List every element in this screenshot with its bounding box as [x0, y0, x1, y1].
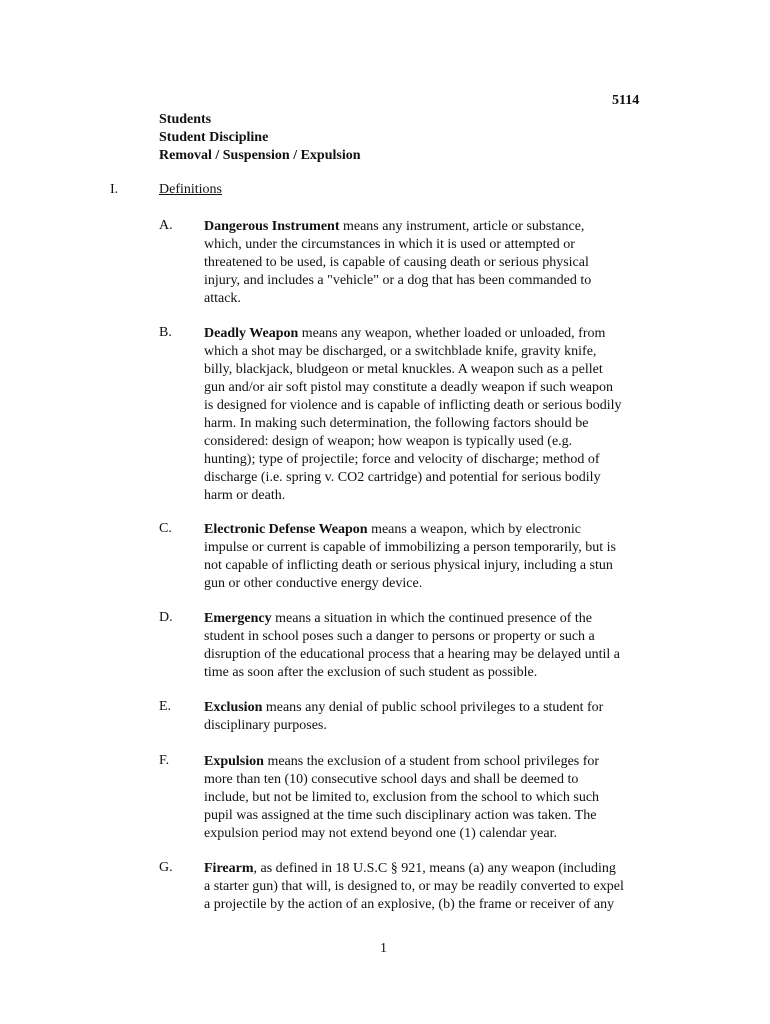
policy-number: 5114 — [612, 93, 640, 108]
definition-line: hunting); type of projectile; force and velocity of discharge; method of — [204, 452, 600, 467]
definition-line: harm or death. — [204, 488, 286, 503]
definition-line: expulsion period may not extend beyond one (1) calendar year. — [204, 826, 557, 841]
title-line-removal: Removal / Suspension / Expulsion — [159, 148, 361, 163]
definition-line: not capable of inflicting death or serious physical injury, including a stun — [204, 558, 613, 573]
definition-line: injury, and includes a "vehicle" or a dog that has been commanded to — [204, 273, 592, 288]
definition-line: means any denial of public school privileges to a student for — [262, 700, 604, 715]
definition-term: Exclusion — [204, 700, 263, 715]
document-title-block — [159, 111, 361, 165]
definition-line: , as defined in 18 U.S.C § 921, means (a) any weapon (including — [253, 861, 616, 876]
definition-text — [204, 753, 664, 843]
item-letter: G. — [159, 860, 173, 875]
definition-text — [204, 325, 664, 505]
item-letter: A. — [159, 218, 173, 233]
definition-line: more than ten (10) consecutive school days and shall be deemed to — [204, 772, 579, 787]
definition-term: Electronic Defense Weapon — [204, 522, 368, 537]
definition-line: student in school poses such a danger to persons or property or such a — [204, 629, 595, 644]
definition-line: threatened to be used, is capable of causing death or serious physical — [204, 255, 589, 270]
definition-line: a projectile by the action of an explosive, (b) the frame or receiver of any — [204, 897, 615, 912]
definition-line: gun or other conductive energy device. — [204, 576, 423, 591]
definition-term: Firearm — [204, 861, 254, 876]
definition-text — [204, 521, 664, 593]
section-title: Definitions — [159, 182, 222, 197]
definition-line: means any instrument, article or substance, — [339, 219, 585, 234]
definition-line: time as soon after the exclusion of such student as possible. — [204, 665, 538, 680]
definition-text — [204, 218, 664, 308]
definition-line: a starter gun) that will, is designed to, or may be readily converted to expel — [204, 879, 624, 894]
page-number: 1 — [380, 941, 387, 956]
definition-line: disciplinary purposes. — [204, 718, 327, 733]
definition-term: Emergency — [204, 611, 272, 626]
item-letter: F. — [159, 753, 170, 768]
definition-line: means a situation in which the continued presence of the — [271, 611, 593, 626]
item-letter: B. — [159, 325, 172, 340]
item-letter: E. — [159, 699, 172, 714]
definition-line: means a weapon, which by electronic — [367, 522, 581, 537]
definition-text — [204, 860, 664, 914]
definition-line: means any weapon, whether loaded or unloaded, from — [298, 326, 606, 341]
definition-line: disruption of the educational process that a hearing may be delayed until a — [204, 647, 620, 662]
definition-line: harm. In making such determination, the following factors should be — [204, 416, 589, 431]
definition-line: is designed for violence and is capable of inflicting death or serious bodily — [204, 398, 622, 413]
definition-line: means the exclusion of a student from school privileges for — [263, 754, 600, 769]
definition-text — [204, 699, 664, 735]
section-number: I. — [110, 182, 119, 197]
item-letter: C. — [159, 521, 172, 536]
definition-line: impulse or current is capable of immobilizing a person temporarily, but is — [204, 540, 616, 555]
title-line-discipline: Student Discipline — [159, 130, 269, 145]
title-line-students: Students — [159, 112, 212, 127]
definition-line: which a shot may be discharged, or a switchblade knife, gravity knife, — [204, 344, 597, 359]
definition-term: Dangerous Instrument — [204, 219, 340, 234]
definition-term: Deadly Weapon — [204, 326, 299, 341]
definition-line: discharge (i.e. spring v. CO2 cartridge) and potential for serious bodily — [204, 470, 601, 485]
definition-line: pupil was assigned at the time such disciplinary action was taken. The — [204, 808, 597, 823]
definition-line: include, but not be limited to, exclusion from the school to which such — [204, 790, 600, 805]
definition-line: considered: design of weapon; how weapon is typically used (e.g. — [204, 434, 573, 449]
definition-line: gun and/or air soft pistol may constitute a deadly weapon if such weapon — [204, 380, 614, 395]
definition-term: Expulsion — [204, 754, 264, 769]
definition-line: which, under the circumstances in which it is used or attempted or — [204, 237, 575, 252]
definition-text — [204, 610, 664, 682]
item-letter: D. — [159, 610, 173, 625]
definition-line: attack. — [204, 291, 241, 306]
definition-line: billy, blackjack, bludgeon or metal knuckles. A weapon such as a pellet — [204, 362, 603, 377]
